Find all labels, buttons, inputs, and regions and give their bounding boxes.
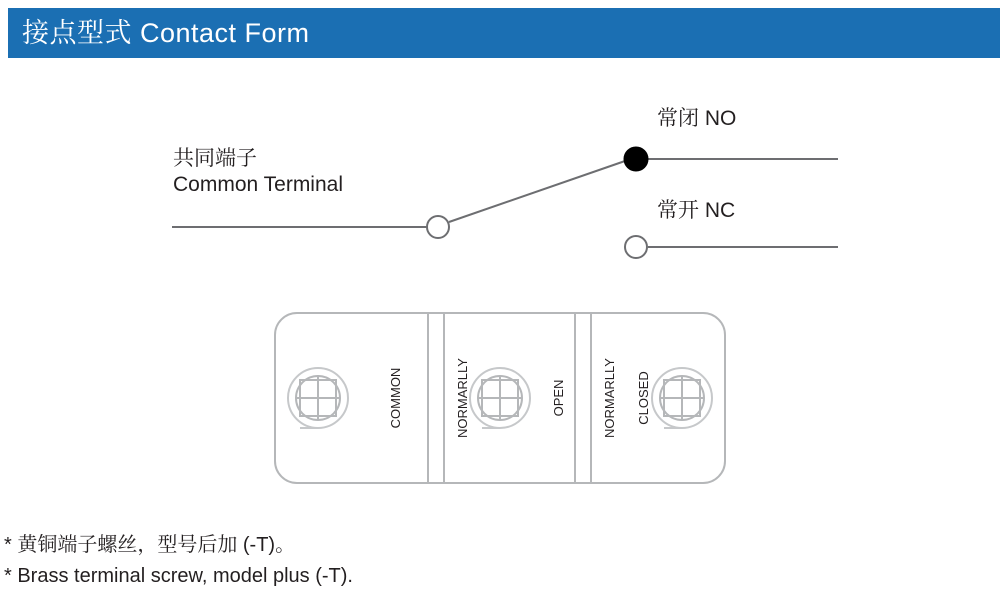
label-normally-closed-contact: 常开 NC	[657, 199, 736, 222]
footnote-line-1: * 黄铜端子螺丝，型号后加 (-T)。	[4, 534, 296, 556]
label-normally-open-contact: 常闭 NO	[657, 107, 737, 130]
nc-contact-node-open	[625, 236, 647, 258]
block-label-normally-2: NORMARLLY	[602, 358, 617, 438]
diagram-svg	[0, 58, 1000, 538]
block-label-normally-1: NORMARLLY	[455, 358, 470, 438]
terminal-block-drawing	[275, 313, 725, 483]
terminal-block-divider-2	[575, 313, 591, 483]
block-label-common: COMMON	[388, 367, 403, 429]
block-label-closed: CLOSED	[636, 371, 651, 425]
footnotes	[4, 530, 704, 592]
label-common-terminal-cn: 共同端子	[173, 147, 257, 170]
contact-form-diagram	[0, 58, 1000, 538]
page-title: 接点型式 Contact Form	[22, 17, 310, 48]
label-common-terminal-en: Common Terminal	[173, 173, 343, 197]
common-pivot-node	[427, 216, 449, 238]
label-common-terminal	[173, 146, 343, 199]
terminal-screw-common	[288, 368, 348, 428]
no-contact-node-filled	[624, 147, 648, 171]
block-label-open: OPEN	[551, 379, 566, 417]
header-accent-stripe	[0, 8, 8, 58]
footnote-line-2: * Brass terminal screw, model plus (-T).	[4, 565, 353, 587]
terminal-screw-normally-open	[470, 368, 530, 428]
terminal-block-divider-1	[428, 313, 444, 483]
terminal-screw-normally-closed	[652, 368, 712, 428]
header-bar	[0, 8, 1000, 58]
moving-blade-line	[449, 161, 625, 222]
